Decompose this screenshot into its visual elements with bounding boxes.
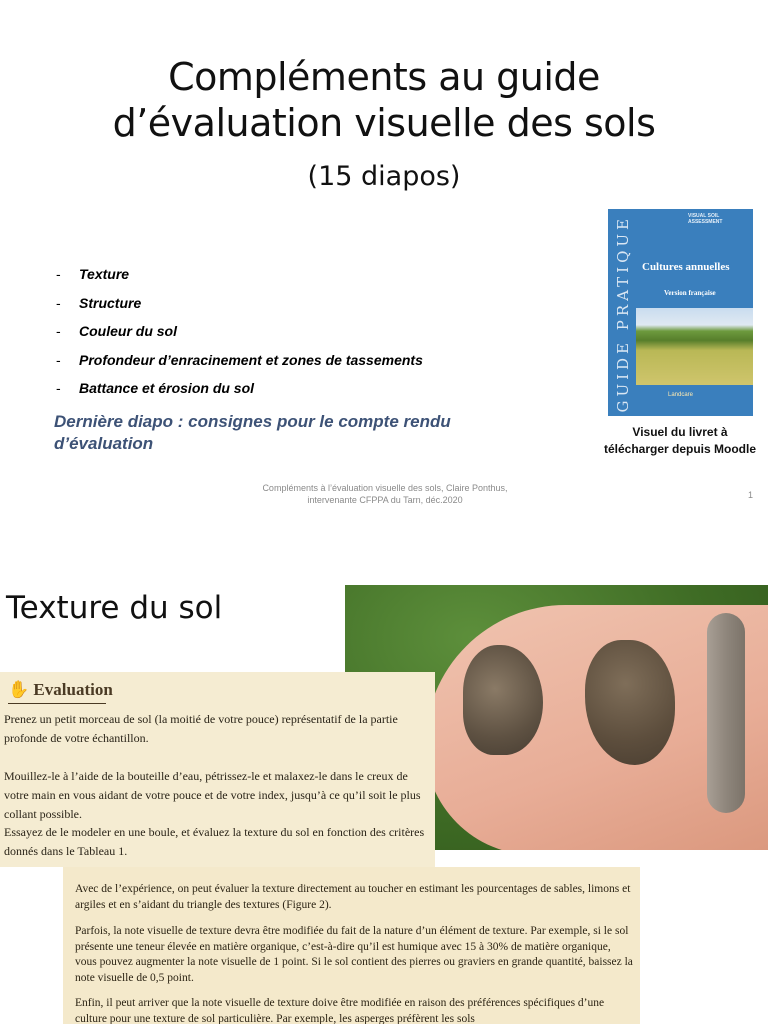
list-item [56, 380, 423, 409]
soil-sample-crumbly [463, 645, 543, 755]
slide-title: Texture du sol [6, 590, 223, 626]
list-item-label: Structure [79, 294, 142, 311]
bullet-dash: - [56, 266, 61, 282]
evaluation-step-3: Essayez de le modeler en une boule, et évaluez la texture du sol en fonction des critères donnés dans le Tableau 1. [4, 825, 425, 858]
cover-subtitle: Version française [664, 289, 716, 297]
text-paragraph: Parfois, la note visuelle de texture devra être modifiée du fait de la nature d’un élément de texture. Par exemple, si le sol présente une teneur élevée en matière organique, c’est-à-dire qu’il est humique avec 15 à 30% de matière organique, vous pouvez augmenter la note visuelle de 1 point. Si le sol contient des pierres ou graviers en grande quantité, baissez la note visuelle de 0,5 point. [75, 925, 633, 984]
topic-list [56, 266, 423, 409]
slide-title [0, 54, 768, 146]
cover-vertical-text: GUIDE PRATIQUE [614, 215, 632, 413]
cover-field-photo [636, 308, 753, 385]
evaluation-heading: ✋ Evaluation [8, 680, 113, 699]
list-item [56, 295, 423, 324]
bullet-dash: - [56, 294, 61, 311]
list-item-label: Profondeur d’enracinement et zones de tassements [79, 351, 423, 368]
list-item [56, 352, 423, 381]
soil-sample-rolled [707, 613, 745, 813]
bullet-dash: - [56, 351, 61, 368]
slide-subtitle: (15 diapos) [307, 161, 461, 192]
list-item [56, 266, 423, 295]
cover-logos: Landcare [668, 392, 694, 398]
list-item-label: Battance et érosion du sol [79, 380, 255, 396]
cover-top-label: VISUAL SOIL ASSESSMENT [688, 213, 723, 225]
text-paragraph: Avec de l’expérience, on peut évaluer la texture directement au toucher en estimant les pourcentages de sables, limons et argiles et en s’aidant du triangle des textures (Figure 2). [75, 883, 631, 911]
title-line-1: Compléments au guide [168, 55, 600, 99]
list-item-label: Texture [79, 266, 130, 282]
cover-caption: Visuel du livret à télécharger depuis Moodle [603, 425, 757, 456]
text-paragraph: Enfin, il peut arriver que la note visuelle de texture doive être modifiée en raison des préférences spécifiques d’une culture pour une texture de sol particulière. Par exemple, les asperges préfèrent les sols [75, 997, 605, 1024]
last-slide-note: Dernière diapo : consignes pour le compte rendu d’évaluation [54, 412, 451, 453]
list-item-label: Couleur du sol [79, 323, 177, 339]
title-line-2: d’évaluation visuelle des sols [112, 101, 656, 145]
guide-cover-image [608, 209, 753, 416]
slide-footer [240, 482, 530, 506]
bullet-dash: - [56, 323, 61, 339]
footer-line-2: intervenante CFPPA du Tarn, déc.2020 [307, 495, 463, 505]
evaluation-excerpt [0, 672, 435, 867]
evaluation-step-1: Prenez un petit morceau de sol (la moitié de votre pouce) représentatif de la partie profonde de votre échantillon. [4, 712, 398, 745]
hand-icon: ✋ [8, 680, 34, 699]
footer-line-1: Compléments à l’évaluation visuelle des sols, Claire Ponthus, [262, 483, 508, 493]
list-item [56, 323, 423, 352]
cover-title: Cultures annuelles [642, 261, 730, 273]
bullet-dash: - [56, 380, 61, 396]
heading-underline [8, 703, 106, 704]
slide-2 [0, 560, 768, 1024]
page-number: 1 [748, 490, 754, 500]
evaluation-step-2: Mouillez-le à l’aide de la bouteille d’eau, pétrissez-le et malaxez-le dans le creux de votre main en vous aidant de votre pouce et de votre index, jusqu’à ce qu’il soit le plus collant possible. [4, 769, 421, 821]
texture-text-excerpt [63, 867, 640, 1024]
